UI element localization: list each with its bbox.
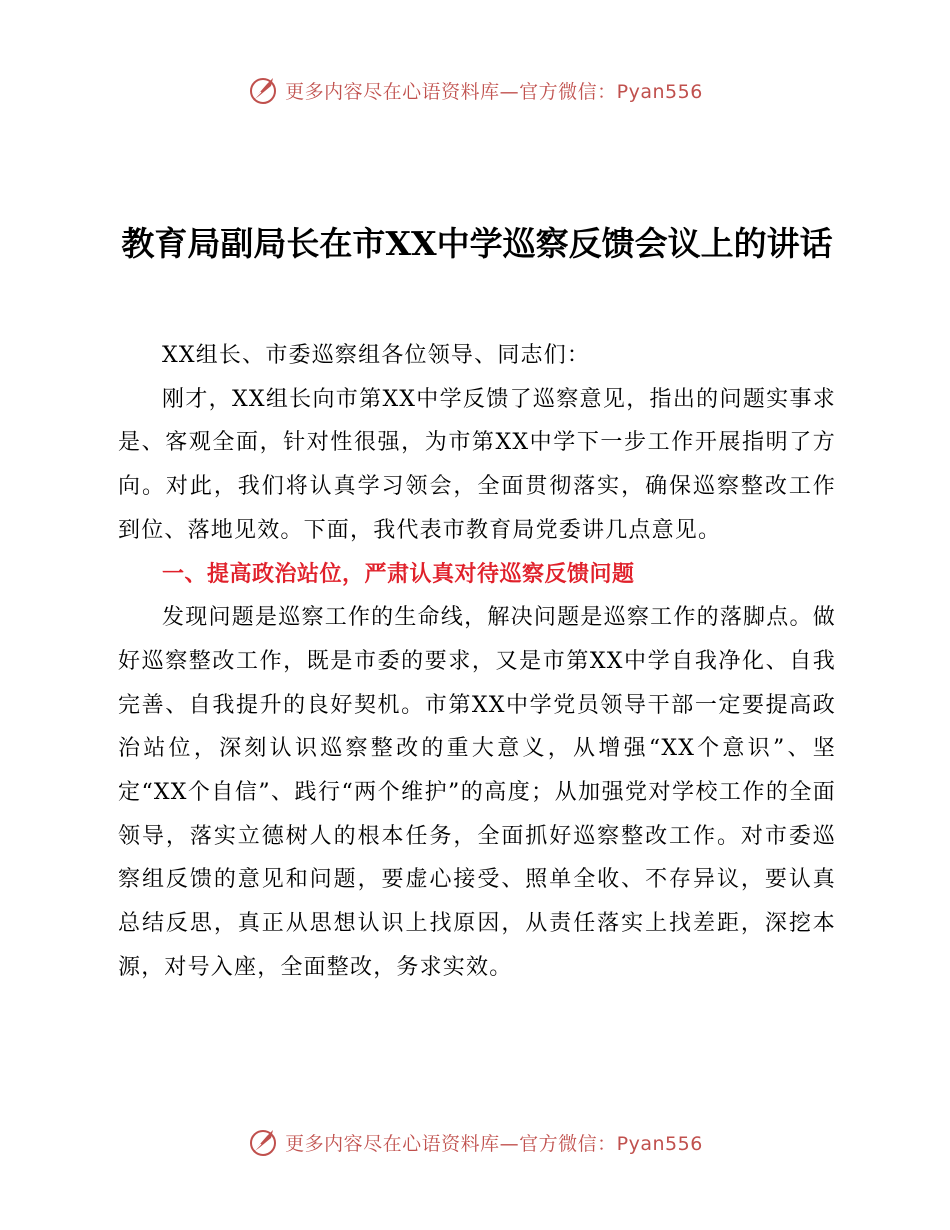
header-watermark — [0, 70, 950, 110]
section-heading: 一、提高政治站位，严肃认真对待巡察反馈问题 — [162, 561, 635, 587]
quill-logo-icon — [247, 74, 279, 106]
document-title: 教育局副局长在市XX中学巡察反馈会议上的讲话 — [121, 224, 833, 263]
watermark-text: 更多内容尽在心语资料库—官方微信：Pyan556 — [285, 1132, 703, 1155]
body-paragraph: 刚才，XX组长向市第XX中学反馈了巡察意见，指出的问题实事求是、客观全面，针对性很强，为市第XX中学下一步工作开展指明了方向。对此，我们将认真学习领会，全面贯彻落实，确保巡察整改工作到位、落地见效。下面，我代表市教育局党委讲几点意见。 — [118, 386, 836, 543]
footer-watermark — [0, 1122, 950, 1162]
watermark-text: 更多内容尽在心语资料库—官方微信：Pyan556 — [285, 80, 703, 103]
salutation: XX组长、市委巡察组各位领导、同志们： — [162, 343, 591, 368]
document-body — [118, 334, 836, 990]
body-paragraph: 发现问题是巡察工作的生命线，解决问题是巡察工作的落脚点。做好巡察整改工作，既是市委的要求，又是市第XX中学自我净化、自我完善、自我提升的良好契机。市第XX中学党员领导干部一定要提高政治站位，深刻认识巡察整改的重大意义，从增强“XX个意识”、坚定“XX个自信”、践行“两个维护”的高度；从加强党对学校工作的全面领导，落实立德树人的根本任务，全面抓好巡察整改工作。对市委巡察组反馈的意见和问题，要虚心接受、照单全收、不存异议，要认真总结反思，真正从思想认识上找原因，从责任落实上找差距，深挖本源，对号入座，全面整改，务求实效。 — [118, 605, 836, 980]
quill-logo-icon — [247, 1126, 279, 1158]
